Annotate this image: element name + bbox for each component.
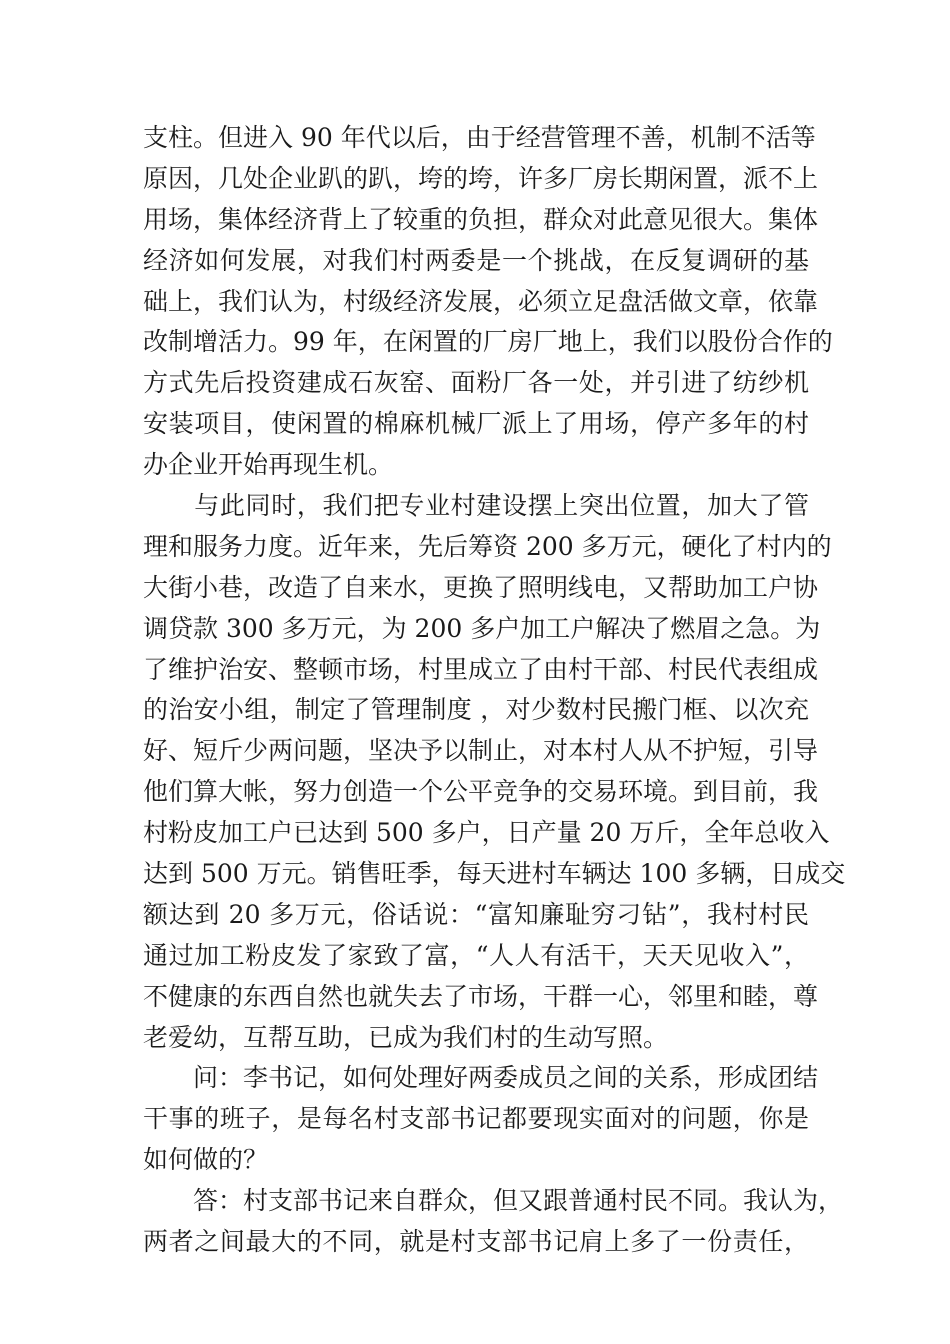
text-line: 方式先后投资建成石灰窑、面粉厂各一处，并引进了纺纱机 xyxy=(143,368,809,398)
text-line: 额达到 20 多万元，俗话说：“富知廉耻穷刁钻”，我村村民 xyxy=(143,899,809,929)
body-text xyxy=(143,118,846,1263)
text-line: 了维护治安、整顿市场，村里成立了由村干部、村民代表组成 xyxy=(143,654,819,684)
text-line: 如何做的？ xyxy=(143,1145,269,1175)
text-line: 理和服务力度。近年来，先后筹资 200 多万元，硬化了村内的 xyxy=(143,531,832,561)
text-line: 大街小巷，改造了自来水，更换了照明线电，又帮助加工户协 xyxy=(143,572,819,602)
text-line: 原因，几处企业趴的趴，垮的垮，许多厂房长期闲置，派不上 xyxy=(143,163,819,193)
text-line: 问：李书记，如何处理好两委成员之间的关系，形成团结 xyxy=(143,1063,819,1093)
text-line: 经济如何发展，对我们村两委是一个挑战，在反复调研的基 xyxy=(143,245,809,275)
text-line: 用场，集体经济背上了较重的负担，群众对此意见很大。集体 xyxy=(143,204,819,234)
text-line: 两者之间最大的不同，就是村支部书记肩上多了一份责任， xyxy=(143,1227,809,1257)
text-line: 的治安小组，制定了管理制度 ，对少数村民搬门框、以次充 xyxy=(143,695,809,725)
text-line: 好、短斤少两问题，坚决予以制止，对本村人从不护短，引导 xyxy=(143,736,819,766)
text-line: 老爱幼，互帮互助，已成为我们村的生动写照。 xyxy=(143,1022,669,1052)
text-line: 安装项目，使闲置的棉麻机械厂派上了用场，停产多年的村 xyxy=(143,409,809,439)
text-line: 办企业开始再现生机。 xyxy=(143,450,394,480)
text-line: 通过加工粉皮发了家致了富，“人人有活干，天天见收入”， xyxy=(143,940,809,970)
text-line: 调贷款 300 多万元，为 200 多户加工户解决了燃眉之急。为 xyxy=(143,613,821,643)
text-line: 不健康的东西自然也就失去了市场，干群一心，邻里和睦，尊 xyxy=(143,981,819,1011)
text-line: 支柱。但进入 90 年代以后，由于经营管理不善，机制不活等 xyxy=(143,123,816,152)
text-line: 与此同时，我们把专业村建设摆上突出位置，加大了管 xyxy=(143,491,809,521)
text-line: 干事的班子，是每名村支部书记都要现实面对的问题，你是 xyxy=(143,1104,809,1134)
text-line: 答：村支部书记来自群众，但又跟普通村民不同。我认为， xyxy=(143,1186,844,1216)
text-line: 村粉皮加工户已达到 500 多户，日产量 20 万斤，全年总收入 xyxy=(143,818,830,848)
text-line: 改制增活力。99 年，在闲置的厂房厂地上，我们以股份合作的 xyxy=(143,327,833,357)
text-line: 础上，我们认为，村级经济发展，必须立足盘活做文章，依靠 xyxy=(143,286,819,316)
text-line: 达到 500 万元。销售旺季，每天进村车辆达 100 多辆，日成交 xyxy=(143,859,846,889)
text-line: 他们算大帐，努力创造一个公平竞争的交易环境。到目前，我 xyxy=(143,777,819,807)
